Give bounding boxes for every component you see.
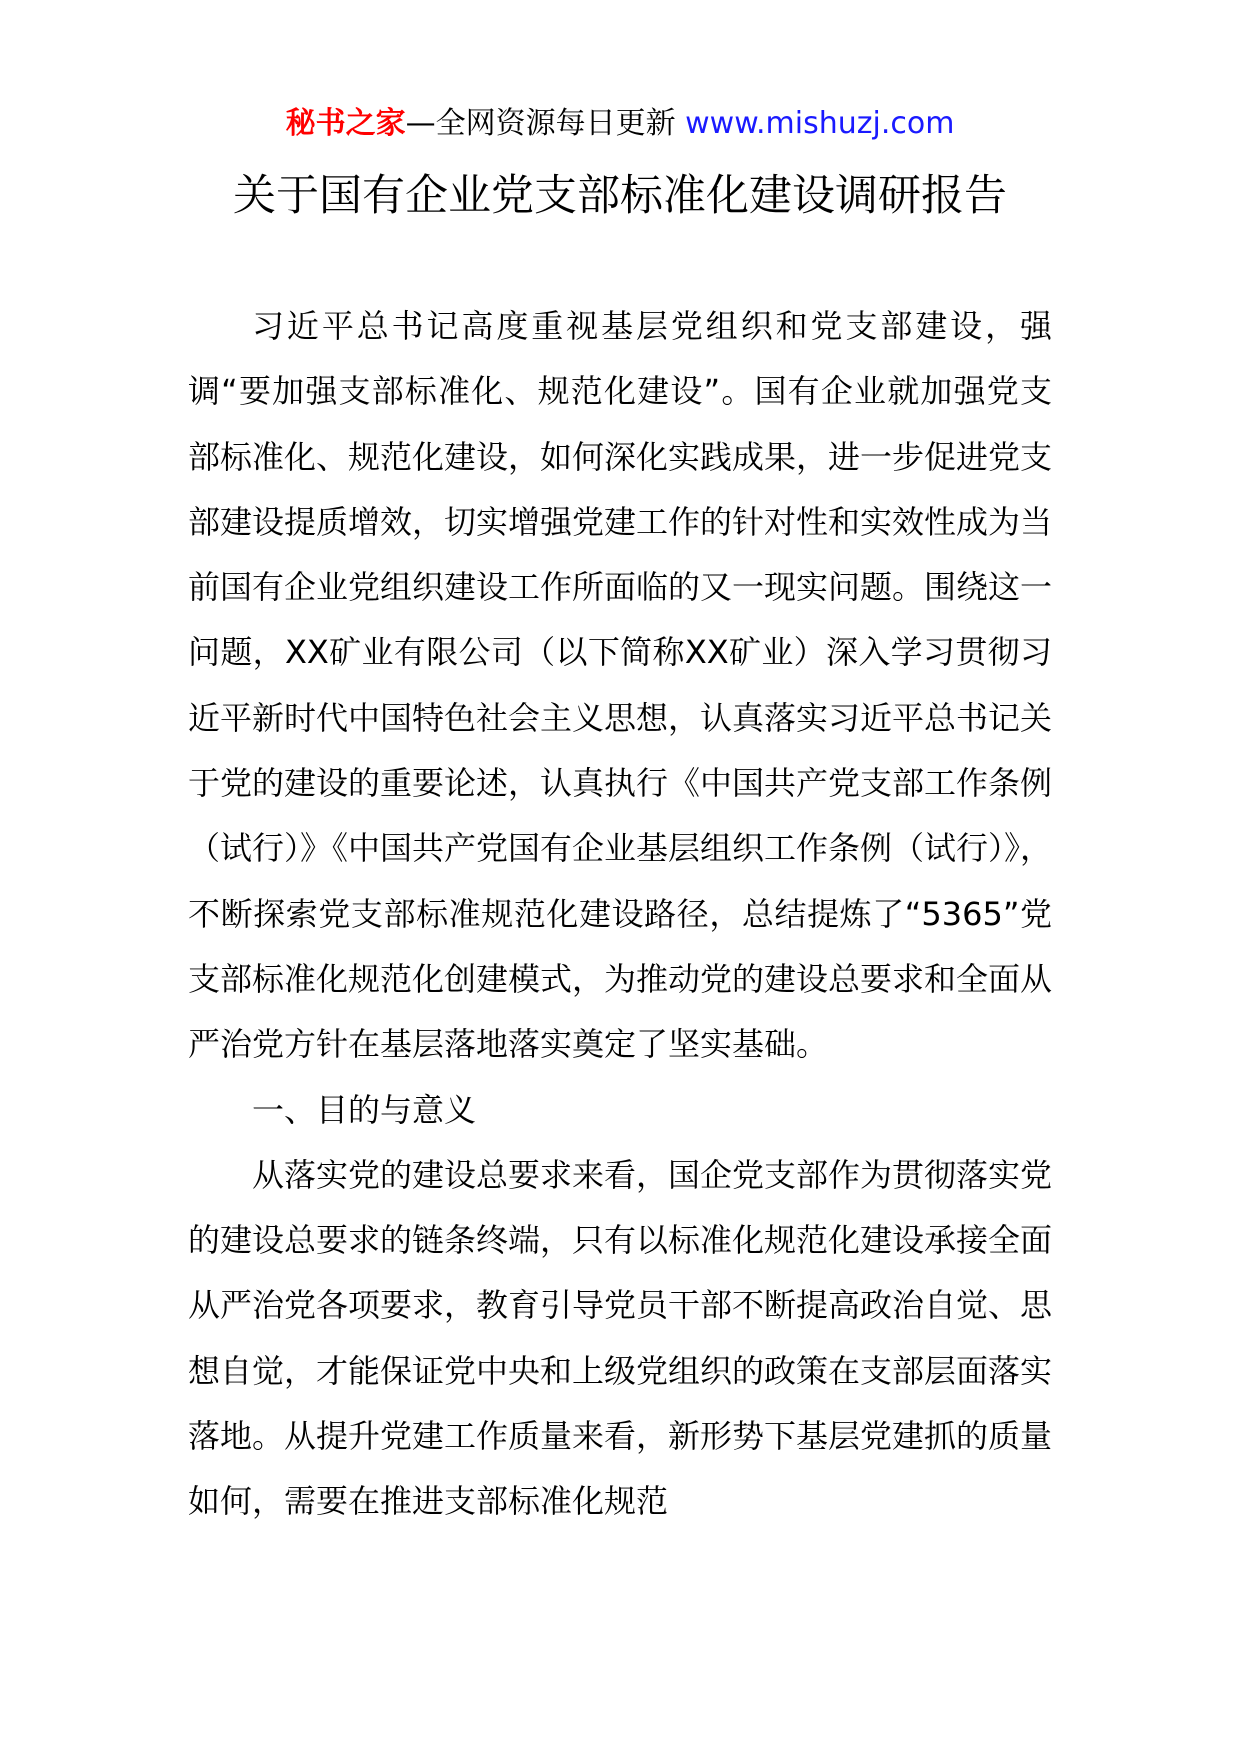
header-tagline: —全网资源每日更新	[405, 106, 676, 141]
section-heading: 一、目的与意义	[252, 1090, 477, 1129]
site-url-link[interactable]: www.mishuzj.com	[685, 106, 955, 141]
section-paragraph: 从落实党的建设总要求来看，国企党支部作为贯彻落实党的建设总要求的链条终端，只有以标准化规范化建设承接全面从严治党各项要求，教育引导党员干部不断提高政治自觉、思想自觉，才能保证党中央和上级党组织的政策在支部层面落实落地。从提升党建工作质量来看，新形势下基层党建抓的质量如何，需要在推进支部标准化规范	[188, 1155, 1053, 1521]
intro-paragraph: 习近平总书记高度重视基层党组织和党支部建设，强调“要加强支部标准化、规范化建设”。国有企业就加强党支部标准化、规范化建设，如何深化实践成果，进一步促进党支部建设提质增效，切实增强党建工作的针对性和实效性成为当前国有企业党组织建设工作所面临的又一现实问题。围绕这一问题，XX矿业有限公司（以下简称XX矿业）深入学习贯彻习近平新时代中国特色社会主义思想，认真落实习近平总书记关于党的建设的重要论述，认真执行《中国共产党支部工作条例（试行）》《中国共产党国有企业基层组织工作条例（试行）》，不断探索党支部标准规范化建设路径，总结提炼了“5365”党支部标准化规范化创建模式，为推动党的建设总要求和全面从严治党方针在基层落地落实奠定了坚实基础。	[188, 307, 1053, 1064]
document-body	[188, 294, 1052, 1535]
brand-name: 秘书之家	[285, 106, 406, 141]
site-header	[0, 104, 1240, 144]
document-title: 关于国有企业党支部标准化建设调研报告	[233, 171, 1007, 221]
